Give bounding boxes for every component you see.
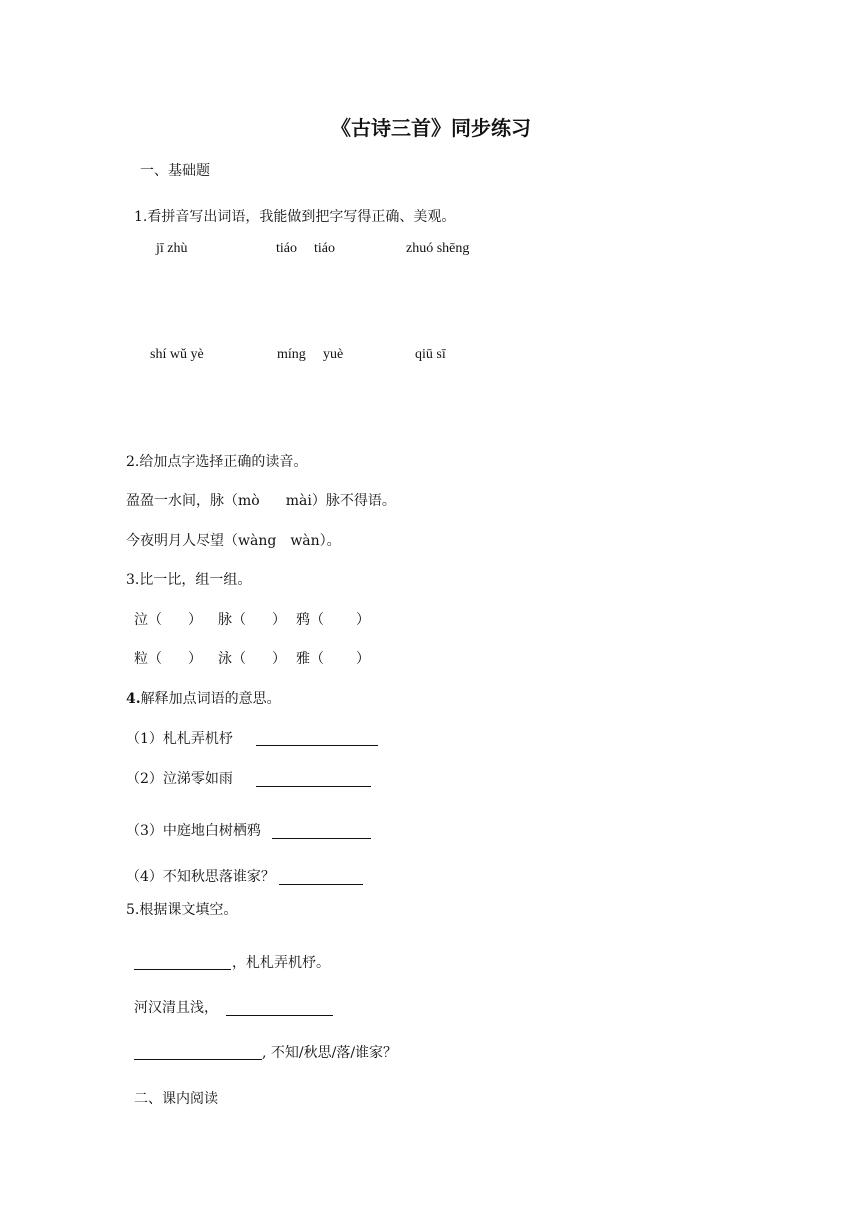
question-4-prompt xyxy=(126,692,281,706)
question-1-prompt: 1.看拼音写出词语，我能做到把字写得正确、美观。 xyxy=(134,209,456,225)
section-heading-basics: 一、基础题 xyxy=(140,163,210,179)
answer-line-5-2[interactable] xyxy=(226,1015,333,1016)
question-3-prompt: 3.比一比，组一组。 xyxy=(126,572,252,588)
question-4-number: 4. xyxy=(126,691,141,707)
pinyin-ming: míng xyxy=(277,347,306,362)
pinyin-tiao-1: tiáo xyxy=(276,241,297,256)
answer-line-4-2[interactable] xyxy=(256,786,371,787)
question-2-line-2 xyxy=(126,534,341,548)
compare-close-1: ） xyxy=(188,612,202,628)
question-2-line-1-part-2: mài）脉不得语。 xyxy=(285,493,396,509)
answer-line-4-4[interactable] xyxy=(279,884,363,885)
compare-close-4: ） xyxy=(188,651,202,667)
question-5-prompt: 5.根据课文填空。 xyxy=(126,902,238,918)
question-4-item-2: （2）泣涕零如雨 xyxy=(126,771,233,787)
pinyin-tiao-2: tiáo xyxy=(314,241,335,256)
question-2-line-1 xyxy=(126,494,396,508)
answer-line-5-3[interactable] xyxy=(134,1059,262,1060)
question-4-item-1: （1）札札弄机杼 xyxy=(126,731,233,747)
pinyin-jizhu: jī zhù xyxy=(156,241,188,256)
compare-char-yong: 泳（ xyxy=(218,651,246,667)
pinyin-yue: yuè xyxy=(323,347,344,362)
compare-close-3: ） xyxy=(356,612,370,628)
compare-char-ya: 鸦（ xyxy=(296,612,324,628)
compare-char-qi: 泣（ xyxy=(134,612,162,628)
answer-line-4-3[interactable] xyxy=(272,838,371,839)
compare-close-6: ） xyxy=(356,651,370,667)
question-2-line-2-part-2: wàn）。 xyxy=(290,533,341,549)
compare-char-mai: 脉（ xyxy=(218,612,246,628)
compare-close-5: ） xyxy=(272,651,286,667)
question-4-item-3: （3）中庭地白树栖鸦 xyxy=(126,823,261,839)
page-title: 《古诗三首》同步练习 xyxy=(331,116,531,140)
pinyin-qiusi: qiū sī xyxy=(415,347,446,362)
answer-line-5-1[interactable] xyxy=(134,969,231,970)
question-2-prompt: 2.给加点字选择正确的读音。 xyxy=(126,454,308,470)
question-2-line-1-part-1: 盈盈一水间，脉（mò xyxy=(126,493,260,509)
section-heading-reading: 二、课内阅读 xyxy=(134,1091,218,1107)
question-4-item-4: （4）不知秋思落谁家？ xyxy=(126,869,275,885)
question-2-line-2-part-1: 今夜明月人尽望（wàng xyxy=(126,533,277,549)
pinyin-zhuosheng: zhuó shēng xyxy=(406,241,470,256)
compare-char-li: 粒（ xyxy=(134,651,162,667)
question-4-text: 解释加点词语的意思。 xyxy=(140,691,281,707)
question-5-line-2-text: 河汉清且浅， xyxy=(134,1000,218,1016)
compare-close-2: ） xyxy=(272,612,286,628)
question-5-line-3-text: , 不知/秋思/落/谁家？ xyxy=(262,1045,398,1061)
pinyin-shiwuye: shí wǔ yè xyxy=(150,347,204,362)
question-5-line-1-text: ，札札弄机杼。 xyxy=(232,955,330,971)
compare-char-ya2: 雅（ xyxy=(296,651,324,667)
answer-line-4-1[interactable] xyxy=(256,745,378,746)
